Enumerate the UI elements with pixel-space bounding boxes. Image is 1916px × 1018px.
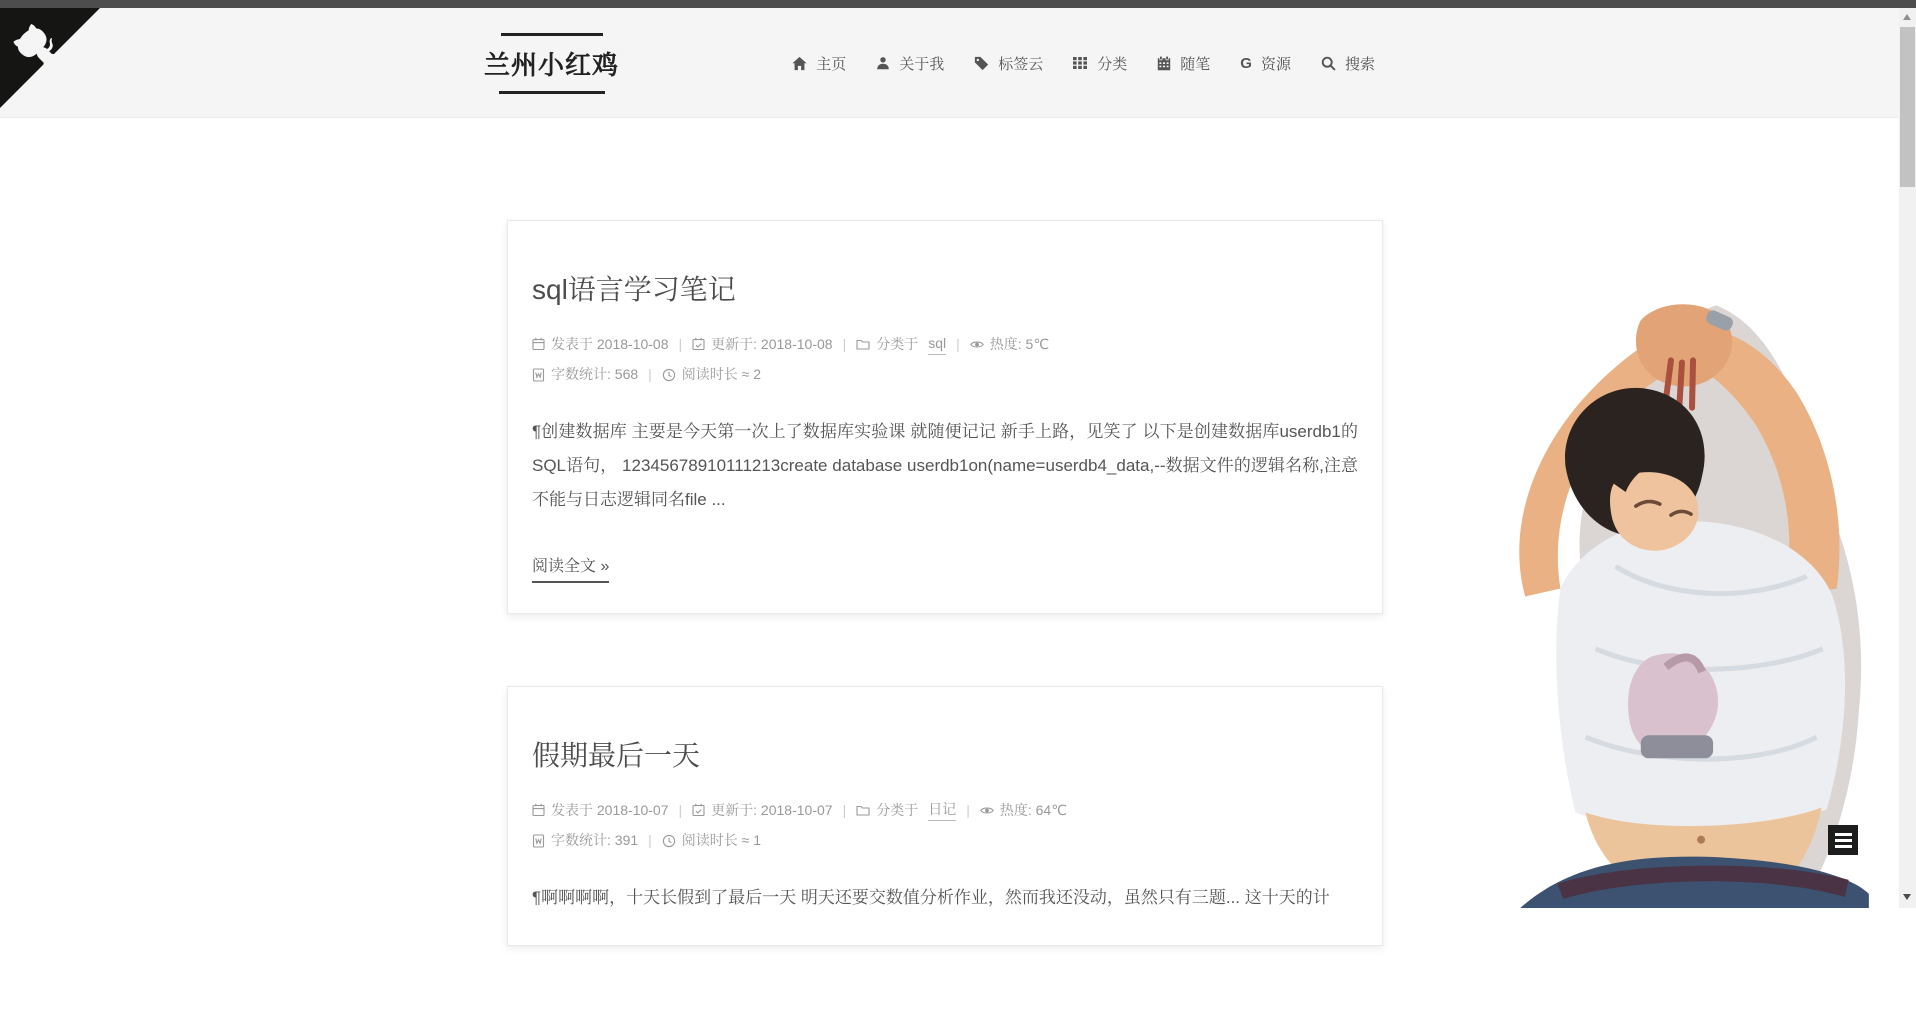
nav-label: 关于我 [899,55,945,73]
calendar-icon [532,803,545,817]
tag-icon [974,56,989,71]
home-icon [792,56,807,71]
category-link[interactable]: 日记 [928,799,956,821]
g-icon: G [1240,54,1252,72]
separator: | [648,832,652,848]
file-word-icon [532,834,545,848]
posted-date: 发表于 2018-10-08 [532,334,669,355]
post-title-link[interactable]: 假期最后一天 [532,740,701,771]
category: 分类于 sql [856,333,946,355]
folder-icon [856,338,870,351]
heat: 热度: 5℃ [970,334,1049,355]
updated-date: 更新于: 2018-10-08 [692,334,832,355]
separator: | [842,801,847,818]
eye-icon [980,804,994,817]
heat: 热度: 64℃ [980,800,1067,821]
nav-label: 分类 [1097,55,1128,73]
separator: | [678,335,683,352]
nav-label: 随笔 [1180,55,1211,73]
search-icon [1321,56,1336,71]
separator: | [842,335,847,352]
scrollbar[interactable] [1899,0,1916,908]
updated-date: 更新于: 2018-10-07 [692,800,832,821]
calendar-check-icon [692,337,705,351]
nav-item-resources[interactable] [1240,53,1291,74]
posted-date: 发表于 2018-10-07 [532,800,669,821]
background-illustration [1462,265,1910,908]
post-title-link[interactable]: sql语言学习笔记 [532,274,736,305]
post-excerpt: ¶创建数据库 主要是今天第一次上了数据库实验课 就随便记记 新手上路，见笑了 以下是创建数据库userdb1的SQL语句， 12345678910111213create database userdb1on(name=userdb4_data,--数据文件的逻辑名称,注意不能与日志逻辑同名file ... [532,422,1358,509]
eye-icon [970,338,984,351]
nav-item-categories[interactable] [1073,53,1127,74]
post-meta-line2 [532,830,1358,851]
scrollbar-down-icon[interactable] [1903,894,1911,900]
menu-icon [1835,833,1852,836]
post-meta-line1 [532,333,1358,355]
nav-item-home[interactable] [792,53,846,74]
nav-item-essays[interactable] [1157,53,1210,74]
word-count: 字数统计: 568 [532,364,638,385]
main-nav [792,53,1375,74]
calendar-check-icon [692,803,705,817]
separator: | [966,801,970,818]
scrollbar-thumb[interactable] [1900,27,1915,187]
post-meta-line1 [532,799,1358,821]
word-count: 字数统计: 391 [532,830,638,851]
post-meta-line2 [532,364,1358,385]
github-corner-icon [0,8,100,108]
read-time: 阅读时长 ≈ 2 [662,364,761,385]
separator: | [956,335,960,352]
calendar-icon [1157,56,1171,71]
clock-icon [662,834,676,848]
user-icon [876,56,890,70]
category: 分类于 日记 [856,799,956,821]
grid-icon [1073,56,1088,70]
nav-label: 搜索 [1344,55,1375,73]
clock-icon [662,368,676,382]
nav-item-search[interactable] [1321,53,1375,74]
post-card [507,686,1383,946]
top-bar [0,0,1916,8]
read-more-link[interactable]: 阅读全文 » [532,553,609,583]
nav-item-about[interactable] [876,53,944,74]
sidebar-toggle-button[interactable] [1828,825,1858,855]
nav-label: 资源 [1260,55,1291,73]
menu-icon [1835,839,1852,842]
site-title[interactable]: 兰州小红鸡 [484,35,619,92]
post-excerpt: ¶啊啊啊啊，十天长假到了最后一天 明天还要交数值分析作业，然而我还没动，虽然只有三题... 这十天的计 [532,888,1330,907]
separator: | [648,366,652,382]
post-list [507,220,1383,1018]
folder-icon [856,804,870,817]
post-card [507,220,1383,614]
nav-item-tagcloud[interactable] [974,53,1043,74]
nav-label: 主页 [816,55,847,73]
scrollbar-up-icon[interactable] [1903,14,1911,20]
site-header [0,8,1916,118]
read-time: 阅读时长 ≈ 1 [662,830,761,851]
menu-icon [1835,845,1852,848]
calendar-icon [532,337,545,351]
github-corner-link[interactable] [0,8,100,108]
separator: | [678,801,683,818]
nav-label: 标签云 [998,55,1044,73]
file-word-icon [532,368,545,382]
category-link[interactable]: sql [928,333,946,355]
